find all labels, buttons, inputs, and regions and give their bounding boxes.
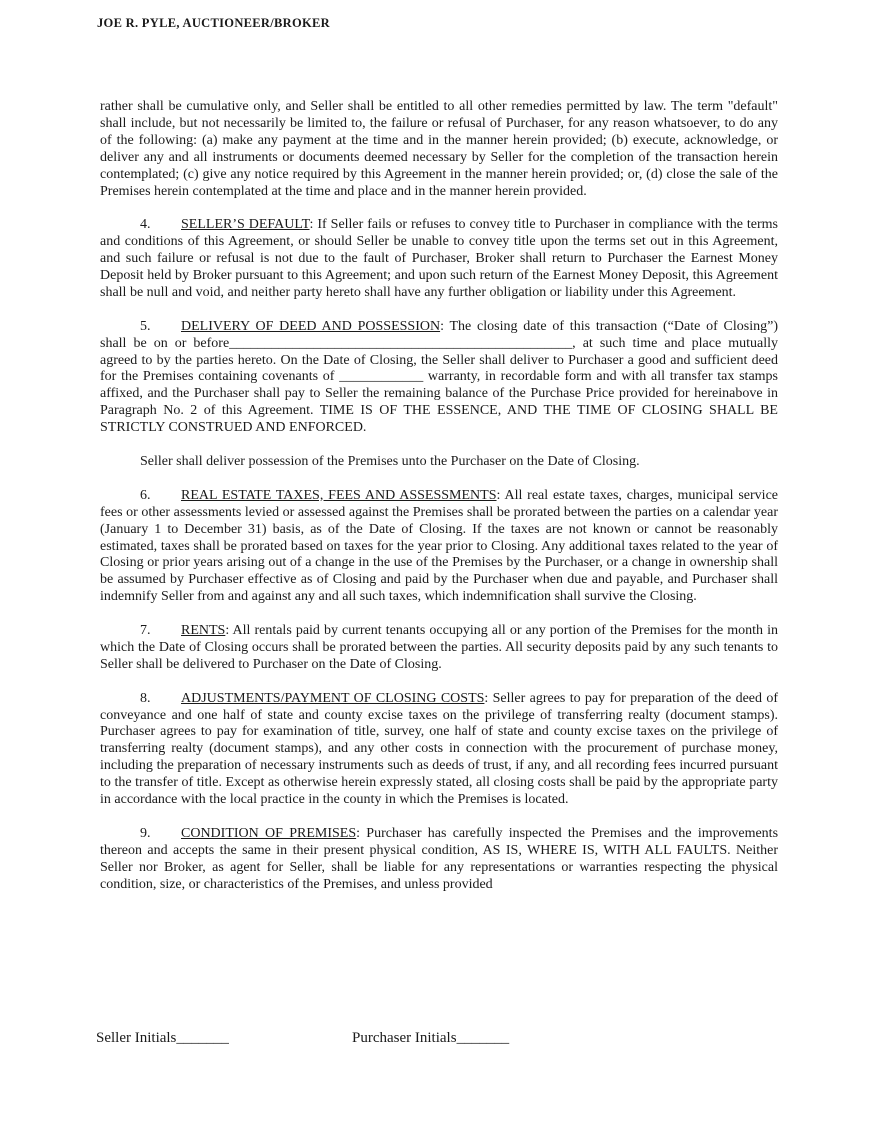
paragraph-heading: DELIVERY OF DEED AND POSSESSION [181,318,441,334]
paragraph-text: Purchaser has carefully inspected the Premises and the improvements thereon and accepts the same in their present physical condition, AS IS, WHERE IS, WITH ALL FAULTS. Neither Seller nor Broker, as agent for Seller, shall be liable for any representations or warranties respecting the physical condition, size, or characteristics of the Premises, and unless provided [100,825,779,892]
paragraph-number: 4. [140,217,151,233]
seller-initials [96,1030,229,1047]
paragraph-heading: SELLER’S DEFAULT [181,217,310,233]
paragraph-text: All real estate taxes, charges, municipal service fees or other assessments levied or assessed against the Premises shall be prorated between the parties on a calendar year (January 1 to December 31) basis, as of the Date of Closing. If the taxes are not known or cannot be reasonably estimated, taxes shall be prorated based on taxes for the year prior to Closing. Any additional taxes related to the year of Closing or prior years arising out of a change in the use of the Premises by the Purchaser, or a change in ownership shall be assumed by Purchaser effective as of Closing and paid by the Purchaser when due and payable, and Purchaser shall indemnify Seller from and against any and all such taxes, which indemnification shall survive the Closing. [100,487,778,605]
paragraph-real-estate-taxes: 6. REAL ESTATE TAXES, FEES AND ASSESSMENTS: All real estate taxes, charges, municipal service fees or other assessments levied or assessed against the Premises shall be prorated between the parties on a calendar year (January 1 to December 31) basis, as of the Date of Closing. If the taxes are not known or cannot be reasonably estimated, taxes shall be prorated based on taxes for the year prior to Closing. Any additional taxes related to the year of Closing or prior years arising out of a change in the use of the Premises by the Purchaser, or a change in ownership shall be assumed by Purchaser effective as of Closing and paid by the Purchaser when due and payable, and Purchaser shall indemnify Seller from and against any and all such taxes, which indemnification shall survive the Closing. [100,487,778,605]
paragraph-delivery-of-deed: 5. DELIVERY OF DEED AND POSSESSION: The closing date of this transaction (“Date of Closing”) shall be on or before_________________________________________________, at such time and place mutually agreed to by the parties hereto. On the Date of Closing, the Seller shall deliver to Purchaser a good and sufficient deed for the Premises containing covenants of ____________ warranty, in recordable form and with all transfer tax stamps affixed, and the Purchaser shall pay to Seller the remaining balance of the Purchase Price provided for hereinabove in Paragraph No. 2 of this Agreement. TIME IS OF THE ESSENCE, AND THE TIME OF CLOSING SHALL BE STRICTLY CONSTRUED AND ENFORCED. [100,318,778,436]
paragraph-text: rather shall be cumulative only, and Seller shall be entitled to all other remedies permitted by law. The term "default" shall include, but not necessarily be limited to, the failure or refusal of Purchaser, for any reason whatsoever, to do any of the following: (a) make any payment at the time and in the manner herein provided; (b) execute, acknowledge, or deliver any and all instruments or documents deemed necessary by Seller for the completion of the transaction herein contemplated; (c) give any notice required by this Agreement in the manner herein provided; or, (d) close the sale of the Premises herein contemplated at the time and place and in the manner herein provided. [100,99,778,199]
seller-initials-label: Seller Initials [96,1030,177,1046]
paragraph-text: If Seller fails or refuses to convey title to Purchaser in compliance with the terms and conditions of this Agreement, or should Seller be unable to convey title upon the terms set out in this Agreement, and such failure or refusal is not due to the fault of Purchaser, Broker shall return to Purchaser the Earnest Money Deposit held by Broker pursuant to this Agreement; and upon such return of the Earnest Money Deposit, this Agreement shall be null and void, and neither party hereto shall have any further obligation or liability under this Agreement. [100,217,778,300]
purchaser-initials-label: Purchaser Initials [352,1030,457,1046]
paragraph-rents: 7. RENTS: All rentals paid by current tenants occupying all or any portion of the Premises for the month in which the Date of Closing occurs shall be prorated between the parties. All security deposits paid by any such tenants to Seller shall be delivered to Purchaser on the Date of Closing. [100,623,778,672]
paragraph-possession [100,454,778,471]
paragraph-text: Seller agrees to pay for preparation of the deed of conveyance and one half of state and county excise taxes on the privilege of transferring realty (document stamps). Purchaser agrees to pay for examination of title, survey, one half of state and county excise taxes on the privilege of transferring realty (document stamps), and any other costs in connection with the procurement of purchase money, including the preparation of necessary instruments such as deeds of trust, if any, and all recording fees incurred pursuant to the transfer of title. Except as otherwise herein expressly stated, all closing costs shall be paid by the appropriate party in accordance with the local practice in the county in which the Premises is located. [100,690,778,808]
paragraph-text: The closing date of this transaction (“Date of Closing”) shall be on or before_________________________________________________, at such time and place mutually agreed to by the parties hereto. On the Date of Closing, the Seller shall deliver to Purchaser a good and sufficient deed for the Premises containing covenants of ____________ warranty, in recordable form and with all transfer tax stamps affixed, and the Purchaser shall pay to Seller the remaining balance of the Purchase Price provided for hereinabove in Paragraph No. 2 of this Agreement. TIME IS OF THE ESSENCE, AND THE TIME OF CLOSING SHALL BE STRICTLY CONSTRUED AND ENFORCED. [100,318,778,436]
paragraph-text: All rentals paid by current tenants occupying all or any portion of the Premises for the month in which the Date of Closing occurs shall be prorated between the parties. All security deposits paid by any such tenants to Seller shall be delivered to Purchaser on the Date of Closing. [100,623,778,672]
paragraph-number: 6. [140,487,151,503]
paragraph-text: Seller shall deliver possession of the Premises unto the Purchaser on the Date of Closing. [140,453,640,469]
paragraph-heading: ADJUSTMENTS/PAYMENT OF CLOSING COSTS [181,690,485,706]
paragraph-heading: REAL ESTATE TAXES, FEES AND ASSESSMENTS [181,487,497,503]
paragraph-heading: RENTS [181,623,226,639]
purchaser-initials-blank: _______ [456,1030,510,1046]
paragraph-number: 8. [140,690,151,706]
initials-footer [0,1030,877,1054]
paragraph-heading: CONDITION OF PREMISES [181,825,357,841]
broker-header: JOE R. PYLE, AUCTIONEER/BROKER [97,16,330,30]
paragraph-sellers-default: 4. SELLER’S DEFAULT: If Seller fails or refuses to convey title to Purchaser in compliance with the terms and conditions of this Agreement, or should Seller be unable to convey title upon the terms set out in this Agreement, and such failure or refusal is not due to the fault of Purchaser, Broker shall return to Purchaser the Earnest Money Deposit held by Broker pursuant to this Agreement; and upon such return of the Earnest Money Deposit, this Agreement shall be null and void, and neither party hereto shall have any further obligation or liability under this Agreement. [100,217,778,300]
paragraph-number: 9. [140,825,151,841]
paragraph-number: 7. [140,623,151,639]
contract-body [100,99,778,910]
paragraph-number: 5. [140,318,151,334]
paragraph-condition-of-premises: 9. CONDITION OF PREMISES: Purchaser has carefully inspected the Premises and the improvements thereon and accepts the same in their present physical condition, AS IS, WHERE IS, WITH ALL FAULTS. Neither Seller nor Broker, as agent for Seller, shall be liable for any representations or warranties respecting the physical condition, size, or characteristics of the Premises, and unless provided [100,825,779,892]
paragraph-adjustments-closing-costs: 8. ADJUSTMENTS/PAYMENT OF CLOSING COSTS: Seller agrees to pay for preparation of the deed of conveyance and one half of state and county excise taxes on the privilege of transferring realty (document stamps). Purchaser agrees to pay for examination of title, survey, one half of state and county excise taxes on the privilege of transferring realty (document stamps), and any other costs in connection with the procurement of purchase money, including the preparation of necessary instruments such as deeds of trust, if any, and all recording fees incurred pursuant to the transfer of title. Except as otherwise herein expressly stated, all closing costs shall be paid by the appropriate party in accordance with the local practice in the county in which the Premises is located. [100,690,778,808]
purchaser-initials [352,1030,509,1047]
seller-initials-blank: _______ [176,1030,229,1046]
paragraph-default-continuation [100,99,778,200]
